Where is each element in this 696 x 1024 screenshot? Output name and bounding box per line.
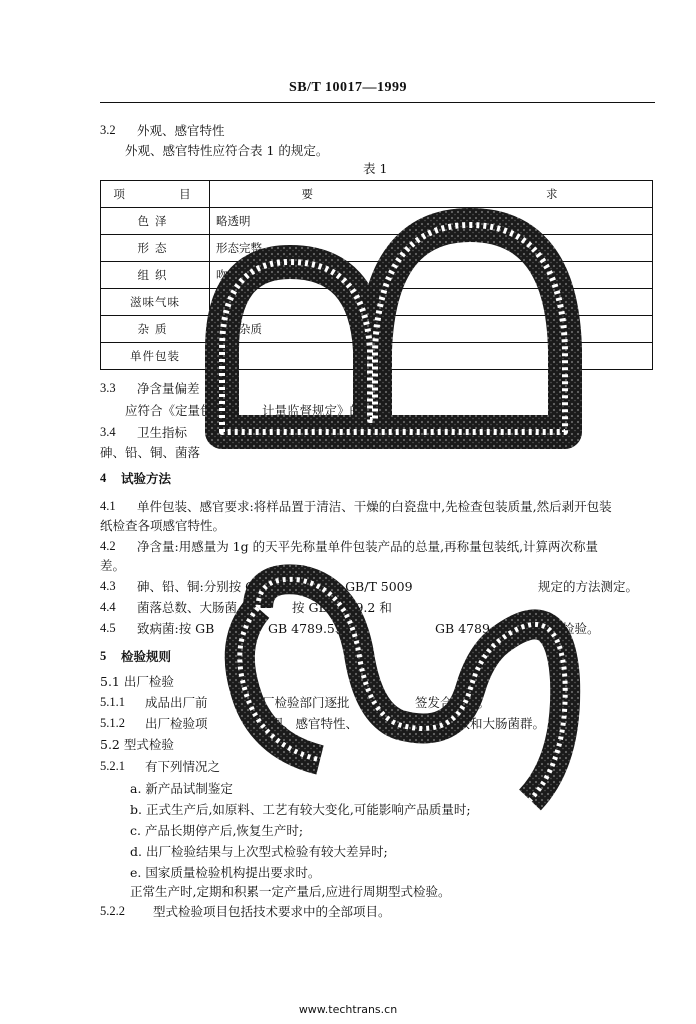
clause-5-2-2-number: 5.2.2: [100, 904, 125, 918]
table-row: [101, 343, 653, 370]
row-item: 色泽: [101, 208, 210, 235]
standard-number: SB/T 10017—1999: [288, 80, 408, 95]
clause-5-1-1-number: 5.1.1: [100, 695, 125, 709]
clause-4-4-text-a: 菌落总数、大肠菌: [137, 600, 238, 615]
watermark-s-mark: [240, 579, 565, 800]
clause-4-5-number: 4.5: [100, 621, 116, 635]
table-row: [101, 235, 653, 262]
header-item-cell: [101, 181, 210, 208]
clause-5-1-2-number: 5.1.2: [100, 716, 125, 730]
row-requirement: 味: [210, 289, 653, 316]
clause-5-1-1-text-c: 签发合格证。: [415, 695, 491, 710]
section-3-4-body: 砷、铅、铜、菌落: [100, 445, 201, 460]
row-item: 组织: [101, 262, 210, 289]
clause-5-1-2-text-c: 菌落总数和大肠菌群。: [420, 716, 546, 731]
list-item-b: b. 正式生产后,如原料、工艺有较大变化,可能影响产品质量时;: [130, 802, 471, 817]
clause-4-1-number: 4.1: [100, 499, 116, 513]
row-item: 滋味气味: [101, 289, 210, 316]
clause-4-2-number: 4.2: [100, 539, 116, 553]
clause-4-2-line-1: 净含量:用感量为 1g 的天平先称量单件包装产品的总量,再称量包装纸,计算两次称量: [137, 539, 599, 554]
clause-4-5-text-d: 检验。: [562, 621, 600, 636]
table-row: [101, 316, 653, 343]
periodic-inspection-note: 正常生产时,定期和积累一定产量后,应进行周期型式检验。: [130, 884, 451, 899]
table-header-row: [101, 181, 653, 208]
list-item-d: d. 出厂检验结果与上次型式检验有较大差异时;: [130, 844, 388, 859]
row-item: 形态: [101, 235, 210, 262]
list-item-c: c. 产品长期停产后,恢复生产时;: [130, 823, 304, 838]
clause-5-1-1-text-a: 成品出厂前: [145, 695, 208, 710]
footer-url: www.techtrans.cn: [298, 1003, 398, 1016]
section-3-2-number: 3.2: [100, 123, 116, 137]
clause-5-2: 5.2 型式检验: [100, 737, 174, 752]
row-requirement: 破损: [210, 343, 653, 370]
header-item-a: 项: [113, 187, 131, 201]
section-3-2-body: 外观、感官特性应符合表 1 的规定。: [125, 143, 329, 158]
list-item-e: e. 国家质量检验机构提出要求时。: [130, 865, 321, 880]
section-3-3-number: 3.3: [100, 381, 116, 395]
list-item-a: a. 新产品试制鉴定: [130, 781, 233, 796]
table-caption: 表 1: [363, 161, 388, 176]
section-4-number: 4: [100, 471, 107, 485]
section-3-2-title: 外观、感官特性: [137, 123, 225, 138]
header-req-a: 要: [301, 187, 316, 201]
header-rule: [100, 102, 655, 103]
clause-4-2-line-2: 差。: [100, 558, 126, 573]
row-item: 单件包装: [101, 343, 210, 370]
clause-5-2-1-number: 5.2.1: [100, 759, 125, 773]
clause-5-1: 5.1 出厂检验: [100, 674, 174, 689]
clause-4-3-text-b: 规定的方法测定。: [538, 579, 639, 594]
section-3-3-body-tail: 计量监督规定》的: [262, 403, 363, 418]
clause-4-1-line-1: 单件包装、感官要求:将样品置于清洁、干燥的白瓷盘中,先检查包装质量,然后剥开包装: [137, 499, 612, 514]
clause-4-1-line-2: 纸检查各项感官特性。: [100, 518, 226, 533]
clause-4-5-text-a: 致病菌:按 GB: [137, 621, 215, 636]
clause-4-4-text-b: 按 GB 4789.2 和: [292, 600, 392, 615]
clause-4-3-text-a: 砷、铅、铜:分别按 GB/T 5009.11、GB/T 5009: [137, 579, 413, 594]
table-row: [101, 208, 653, 235]
clause-4-5-text-c: GB 4789.11: [435, 621, 510, 636]
clause-5-1-2-text-b: 外观、感官特性、: [258, 716, 359, 731]
row-requirement: 略透明: [210, 208, 653, 235]
clause-5-1-2-text-a: 出厂检验项: [145, 716, 208, 731]
section-5-title: 检验规则: [121, 649, 172, 664]
clause-4-5-text-b: GB 4789.5、GB: [268, 621, 367, 636]
row-requirement: 吻: [210, 262, 653, 289]
section-3-3-body: 应符合《定量包: [125, 403, 213, 418]
clause-4-3-number: 4.3: [100, 579, 116, 593]
row-item: 杂质: [101, 316, 210, 343]
table-row: [101, 262, 653, 289]
sensory-requirements-table: [100, 180, 653, 370]
row-requirement: 见的杂质: [210, 316, 653, 343]
clause-5-2-2-text: 型式检验项目包括技术要求中的全部项目。: [153, 904, 391, 919]
table-row: [101, 289, 653, 316]
row-requirement: 形态完整: [210, 235, 653, 262]
clause-4-4-number: 4.4: [100, 600, 116, 614]
clause-5-1-1-text-b: 厂检验部门逐批: [262, 695, 350, 710]
header-requirement-cell: [210, 181, 653, 208]
section-3-4-title: 卫生指标: [137, 425, 188, 440]
section-4-title: 试验方法: [121, 471, 172, 486]
section-5-number: 5: [100, 649, 107, 663]
header-item-b: 目: [179, 187, 197, 201]
section-3-3-title: 净含量偏差: [137, 381, 200, 396]
section-3-4-number: 3.4: [100, 425, 116, 439]
clause-5-2-1-text: 有下列情况之: [145, 759, 221, 774]
header-req-b: 求: [546, 187, 561, 201]
